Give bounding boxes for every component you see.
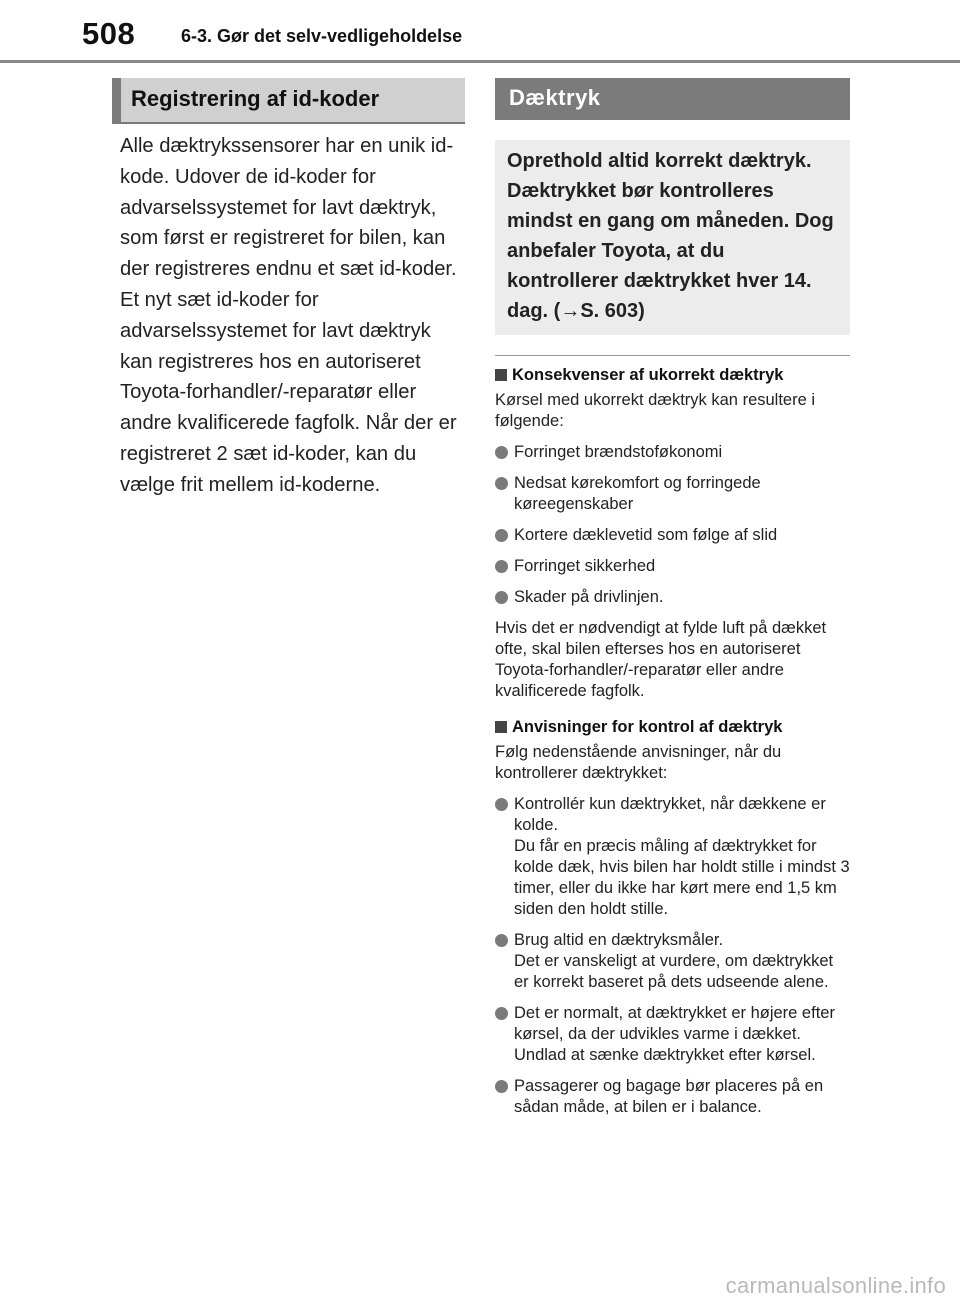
circle-bullet-icon [495, 477, 508, 490]
circle-bullet-icon [495, 591, 508, 604]
watermark: carmanualsonline.info [725, 1273, 946, 1298]
consequences-list [495, 442, 850, 608]
subheading-instructions-text: Anvisninger for kontrol af dæktryk [512, 718, 783, 736]
section-heading-rule [112, 122, 465, 124]
list-item: Forringet sikkerhed [495, 556, 850, 577]
section-heading-tire-pressure: Dæktryk [495, 78, 850, 120]
tire-pressure-callout: Oprethold altid korrekt dæktryk. Dæktrykket bør kontrolleres mindst en gang om måneden. Dog anbefaler Toyota, at du kontrollerer dæktrykket hver 14. dag. (→S. 603) [495, 140, 850, 335]
list-item: Kontrollér kun dæktrykket, når dækkene er kolde. Du får en præcis måling af dæktrykket for kolde dæk, hvis bilen har holdt stille i mindst 3 timer, eller du ikke har kørt mere end 1,5 km siden den holdt stille. [495, 794, 850, 920]
right-column [495, 78, 850, 1118]
section-divider [495, 355, 850, 356]
list-item: Nedsat kørekomfort og forringede køreegenskaber [495, 473, 850, 515]
page-header [0, 0, 960, 62]
square-bullet-icon [495, 721, 507, 733]
list-item: Passagerer og bagage bør placeres på en sådan måde, at bilen er i balance. [495, 1076, 850, 1118]
left-column [112, 78, 465, 501]
circle-bullet-icon [495, 529, 508, 542]
subheading-consequences [495, 364, 850, 386]
subheading-instructions [495, 716, 850, 738]
square-bullet-icon [495, 369, 507, 381]
circle-bullet-icon [495, 1080, 508, 1093]
circle-bullet-icon [495, 934, 508, 947]
instructions-intro: Følg nedenstående anvisninger, når du kontrollerer dæktrykket: [495, 743, 782, 782]
circle-bullet-icon [495, 798, 508, 811]
section-heading-id-codes: Registrering af id-koder [112, 78, 465, 122]
list-item: Forringet brændstoføkonomi [495, 442, 850, 463]
circle-bullet-icon [495, 446, 508, 459]
circle-bullet-icon [495, 560, 508, 573]
circle-bullet-icon [495, 1007, 508, 1020]
consequences-intro: Kørsel med ukorrekt dæktryk kan resultere i følgende: [495, 391, 816, 430]
list-item: Brug altid en dæktryksmåler. Det er vanskeligt at vurdere, om dæktrykket er korrekt baseret på dets udseende alene. [495, 930, 850, 993]
list-item: Kortere dæklevetid som følge af slid [495, 525, 850, 546]
chapter-title: 6-3. Gør det selv-vedligeholdelse [181, 26, 463, 46]
list-item: Skader på drivlinjen. [495, 587, 850, 608]
page-number: 508 [82, 16, 136, 51]
list-item: Det er normalt, at dæktrykket er højere efter kørsel, da der udvikles varme i dækket. Undlad at sænke dæktrykket efter kørsel. [495, 1003, 850, 1066]
subheading-consequences-text: Konsekvenser af ukorrekt dæktryk [512, 366, 784, 384]
id-codes-body: Alle dæktrykssensorer har en unik id-kode. Udover de id-koder for advarselssystemet for lavt dæktryk, som først er registreret for bilen, kan der registreres endnu et sæt id-koder. Et nyt sæt id-koder for advarselssystemet for lavt dæktryk kan registreres hos en autoriseret Toyota-forhandler/-reparatør eller andre kvalificerede fagfolk. Når der er registreret 2 sæt id-koder, kan du vælge frit mellem id-koderne. [120, 135, 457, 496]
header-rule [0, 60, 960, 63]
instructions-list [495, 794, 850, 1118]
consequences-note: Hvis det er nødvendigt at fylde luft på dækket ofte, skal bilen efterses hos en autoriseret Toyota-forhandler/-reparatør eller andre kvalificerede fagfolk. [495, 619, 827, 700]
